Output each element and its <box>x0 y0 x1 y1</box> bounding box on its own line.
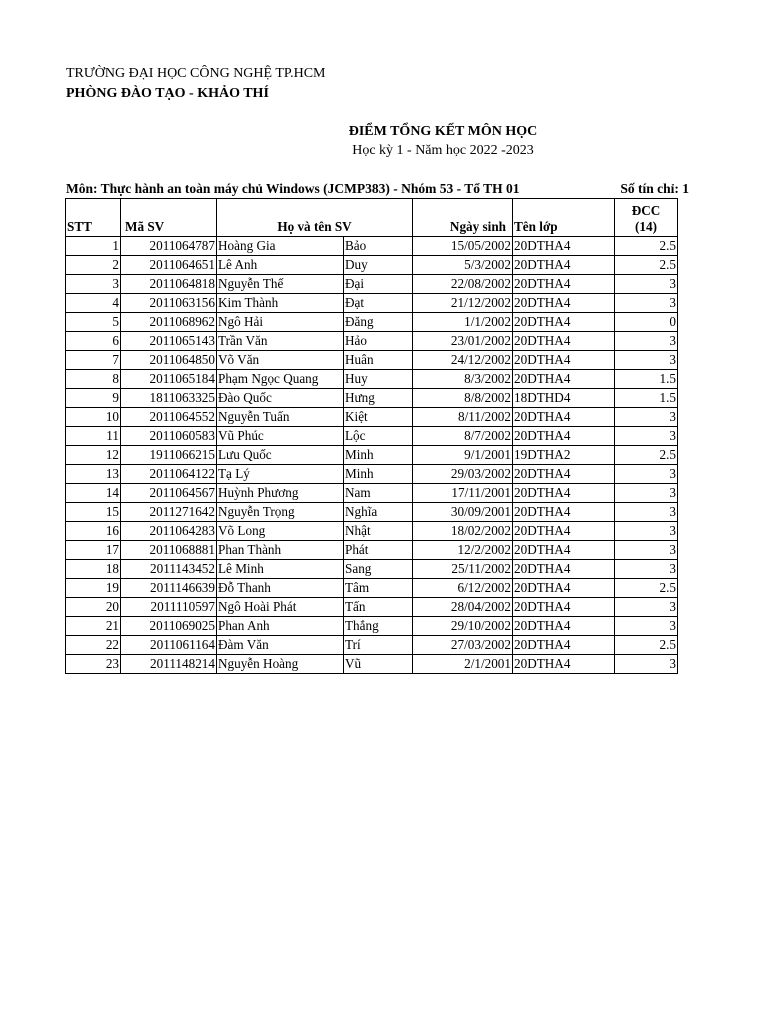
cell-birth-date: 22/08/2002 <box>413 275 513 294</box>
cell-given-name: Bảo <box>344 237 413 256</box>
cell-dcc-score: 3 <box>615 465 678 484</box>
cell-class-name: 20DTHA4 <box>513 579 615 598</box>
cell-stt: 23 <box>66 655 121 674</box>
cell-stt: 16 <box>66 522 121 541</box>
cell-stt: 13 <box>66 465 121 484</box>
table-row <box>66 636 678 655</box>
cell-given-name: Trí <box>344 636 413 655</box>
table-row <box>66 275 678 294</box>
cell-stt: 1 <box>66 237 121 256</box>
cell-dcc-score: 1.5 <box>615 389 678 408</box>
cell-given-name: Sang <box>344 560 413 579</box>
cell-stt: 4 <box>66 294 121 313</box>
cell-given-name: Tấn <box>344 598 413 617</box>
cell-surname: Nguyễn Trọng <box>217 503 344 522</box>
cell-given-name: Thắng <box>344 617 413 636</box>
cell-birth-date: 29/03/2002 <box>413 465 513 484</box>
cell-surname: Phan Anh <box>217 617 344 636</box>
column-header-stt: STT <box>66 199 121 237</box>
department-name: PHÒNG ĐÀO TẠO - KHẢO THÍ <box>66 86 269 101</box>
cell-surname: Võ Long <box>217 522 344 541</box>
cell-student-id: 2011064651 <box>121 256 217 275</box>
cell-given-name: Phát <box>344 541 413 560</box>
cell-stt: 12 <box>66 446 121 465</box>
cell-student-id: 2011060583 <box>121 427 217 446</box>
table-row <box>66 370 678 389</box>
column-header-dcc <box>615 199 678 237</box>
cell-student-id: 2011148214 <box>121 655 217 674</box>
cell-birth-date: 27/03/2002 <box>413 636 513 655</box>
cell-class-name: 20DTHA4 <box>513 636 615 655</box>
cell-dcc-score: 2.5 <box>615 237 678 256</box>
cell-surname: Lưu Quốc <box>217 446 344 465</box>
table-row <box>66 541 678 560</box>
cell-surname: Trần Văn <box>217 332 344 351</box>
cell-student-id: 2011064850 <box>121 351 217 370</box>
cell-surname: Phan Thành <box>217 541 344 560</box>
dcc-header-line1: ĐCC <box>631 203 661 218</box>
cell-class-name: 20DTHA4 <box>513 370 615 389</box>
cell-class-name: 20DTHA4 <box>513 351 615 370</box>
table-row <box>66 655 678 674</box>
cell-stt: 9 <box>66 389 121 408</box>
credits-label: Số tín chỉ: 1 <box>620 181 689 196</box>
cell-dcc-score: 2.5 <box>615 579 678 598</box>
cell-surname: Nguyễn Thế <box>217 275 344 294</box>
cell-birth-date: 15/05/2002 <box>413 237 513 256</box>
cell-class-name: 20DTHA4 <box>513 294 615 313</box>
cell-surname: Ngô Hải <box>217 313 344 332</box>
cell-stt: 6 <box>66 332 121 351</box>
dcc-header-line2: (14) <box>635 219 657 234</box>
cell-student-id: 2011064787 <box>121 237 217 256</box>
cell-dcc-score: 3 <box>615 427 678 446</box>
cell-stt: 15 <box>66 503 121 522</box>
cell-stt: 2 <box>66 256 121 275</box>
table-row <box>66 351 678 370</box>
cell-birth-date: 23/01/2002 <box>413 332 513 351</box>
cell-student-id: 2011068962 <box>121 313 217 332</box>
cell-student-id: 2011064283 <box>121 522 217 541</box>
cell-class-name: 20DTHA4 <box>513 522 615 541</box>
cell-dcc-score: 2.5 <box>615 256 678 275</box>
cell-dcc-score: 3 <box>615 617 678 636</box>
cell-surname: Đỗ Thanh <box>217 579 344 598</box>
cell-surname: Phạm Ngọc Quang <box>217 370 344 389</box>
subject-line: Môn: Thực hành an toàn máy chủ Windows (JCMP383) - Nhóm 53 - Tổ TH 01 <box>66 181 520 196</box>
column-header-full-name: Họ và tên SV <box>217 199 413 237</box>
cell-birth-date: 9/1/2001 <box>413 446 513 465</box>
cell-birth-date: 8/3/2002 <box>413 370 513 389</box>
cell-given-name: Huân <box>344 351 413 370</box>
table-header-row <box>66 199 678 237</box>
cell-stt: 20 <box>66 598 121 617</box>
cell-given-name: Minh <box>344 465 413 484</box>
cell-given-name: Huy <box>344 370 413 389</box>
cell-given-name: Hảo <box>344 332 413 351</box>
table-row <box>66 446 678 465</box>
cell-class-name: 20DTHA4 <box>513 465 615 484</box>
cell-surname: Ngô Hoài Phát <box>217 598 344 617</box>
cell-birth-date: 1/1/2002 <box>413 313 513 332</box>
cell-dcc-score: 3 <box>615 275 678 294</box>
cell-class-name: 20DTHA4 <box>513 408 615 427</box>
cell-stt: 18 <box>66 560 121 579</box>
table-row <box>66 294 678 313</box>
cell-class-name: 20DTHA4 <box>513 427 615 446</box>
table-row <box>66 617 678 636</box>
cell-dcc-score: 3 <box>615 408 678 427</box>
cell-given-name: Đại <box>344 275 413 294</box>
column-header-birth-date: Ngày sinh <box>413 199 513 237</box>
cell-surname: Kim Thành <box>217 294 344 313</box>
cell-stt: 17 <box>66 541 121 560</box>
cell-birth-date: 12/2/2002 <box>413 541 513 560</box>
cell-stt: 8 <box>66 370 121 389</box>
cell-given-name: Vũ <box>344 655 413 674</box>
cell-student-id: 2011061164 <box>121 636 217 655</box>
cell-birth-date: 5/3/2002 <box>413 256 513 275</box>
cell-stt: 22 <box>66 636 121 655</box>
cell-student-id: 2011063156 <box>121 294 217 313</box>
cell-surname: Vũ Phúc <box>217 427 344 446</box>
cell-class-name: 20DTHA4 <box>513 275 615 294</box>
semester-subtitle: Học kỳ 1 - Năm học 2022 -2023 <box>352 143 534 158</box>
cell-class-name: 20DTHA4 <box>513 598 615 617</box>
cell-given-name: Nhật <box>344 522 413 541</box>
table-row <box>66 522 678 541</box>
cell-birth-date: 30/09/2001 <box>413 503 513 522</box>
cell-student-id: 2011065184 <box>121 370 217 389</box>
cell-surname: Lê Anh <box>217 256 344 275</box>
cell-surname: Hoàng Gia <box>217 237 344 256</box>
cell-dcc-score: 3 <box>615 598 678 617</box>
cell-dcc-score: 3 <box>615 484 678 503</box>
cell-dcc-score: 3 <box>615 503 678 522</box>
cell-given-name: Kiệt <box>344 408 413 427</box>
cell-stt: 7 <box>66 351 121 370</box>
cell-surname: Đàm Văn <box>217 636 344 655</box>
cell-stt: 3 <box>66 275 121 294</box>
cell-class-name: 18DTHD4 <box>513 389 615 408</box>
table-row <box>66 332 678 351</box>
cell-surname: Nguyễn Tuấn <box>217 408 344 427</box>
cell-class-name: 20DTHA4 <box>513 560 615 579</box>
cell-student-id: 2011110597 <box>121 598 217 617</box>
cell-birth-date: 21/12/2002 <box>413 294 513 313</box>
cell-stt: 19 <box>66 579 121 598</box>
table-row <box>66 313 678 332</box>
column-header-class-name: Tên lớp <box>513 199 615 237</box>
table-row <box>66 503 678 522</box>
cell-student-id: 2011064122 <box>121 465 217 484</box>
cell-student-id: 1811063325 <box>121 389 217 408</box>
cell-given-name: Đăng <box>344 313 413 332</box>
cell-given-name: Hưng <box>344 389 413 408</box>
table-row <box>66 256 678 275</box>
cell-birth-date: 28/04/2002 <box>413 598 513 617</box>
cell-class-name: 20DTHA4 <box>513 655 615 674</box>
cell-dcc-score: 3 <box>615 560 678 579</box>
cell-student-id: 2011271642 <box>121 503 217 522</box>
cell-stt: 14 <box>66 484 121 503</box>
cell-birth-date: 17/11/2001 <box>413 484 513 503</box>
cell-stt: 5 <box>66 313 121 332</box>
cell-dcc-score: 2.5 <box>615 446 678 465</box>
cell-given-name: Minh <box>344 446 413 465</box>
cell-birth-date: 18/02/2002 <box>413 522 513 541</box>
cell-dcc-score: 3 <box>615 541 678 560</box>
cell-student-id: 2011064552 <box>121 408 217 427</box>
cell-student-id: 2011065143 <box>121 332 217 351</box>
column-header-student-id: Mã SV <box>121 199 217 237</box>
cell-given-name: Đạt <box>344 294 413 313</box>
document-title: ĐIỂM TỔNG KẾT MÔN HỌC <box>348 124 538 139</box>
school-name: TRƯỜNG ĐẠI HỌC CÔNG NGHỆ TP.HCM <box>66 66 326 81</box>
cell-dcc-score: 3 <box>615 655 678 674</box>
cell-given-name: Nam <box>344 484 413 503</box>
cell-birth-date: 6/12/2002 <box>413 579 513 598</box>
cell-surname: Huỳnh Phương <box>217 484 344 503</box>
cell-dcc-score: 3 <box>615 522 678 541</box>
table-row <box>66 408 678 427</box>
cell-dcc-score: 3 <box>615 351 678 370</box>
cell-class-name: 19DTHA2 <box>513 446 615 465</box>
cell-birth-date: 2/1/2001 <box>413 655 513 674</box>
cell-birth-date: 8/11/2002 <box>413 408 513 427</box>
cell-class-name: 20DTHA4 <box>513 484 615 503</box>
table-row <box>66 427 678 446</box>
cell-class-name: 20DTHA4 <box>513 332 615 351</box>
table-row <box>66 598 678 617</box>
cell-dcc-score: 1.5 <box>615 370 678 389</box>
grades-table <box>65 198 678 674</box>
cell-student-id: 2011069025 <box>121 617 217 636</box>
cell-student-id: 2011064818 <box>121 275 217 294</box>
cell-student-id: 2011143452 <box>121 560 217 579</box>
cell-dcc-score: 3 <box>615 332 678 351</box>
cell-surname: Tạ Lý <box>217 465 344 484</box>
cell-given-name: Lộc <box>344 427 413 446</box>
table-row <box>66 579 678 598</box>
cell-dcc-score: 3 <box>615 294 678 313</box>
cell-given-name: Tâm <box>344 579 413 598</box>
cell-birth-date: 8/7/2002 <box>413 427 513 446</box>
table-row <box>66 465 678 484</box>
cell-student-id: 2011146639 <box>121 579 217 598</box>
cell-class-name: 20DTHA4 <box>513 237 615 256</box>
cell-stt: 10 <box>66 408 121 427</box>
cell-surname: Đào Quốc <box>217 389 344 408</box>
cell-class-name: 20DTHA4 <box>513 617 615 636</box>
cell-birth-date: 24/12/2002 <box>413 351 513 370</box>
cell-dcc-score: 0 <box>615 313 678 332</box>
cell-class-name: 20DTHA4 <box>513 256 615 275</box>
cell-student-id: 2011068881 <box>121 541 217 560</box>
cell-class-name: 20DTHA4 <box>513 503 615 522</box>
cell-birth-date: 25/11/2002 <box>413 560 513 579</box>
cell-class-name: 20DTHA4 <box>513 313 615 332</box>
cell-birth-date: 8/8/2002 <box>413 389 513 408</box>
cell-given-name: Nghĩa <box>344 503 413 522</box>
cell-given-name: Duy <box>344 256 413 275</box>
cell-surname: Lê Minh <box>217 560 344 579</box>
cell-dcc-score: 2.5 <box>615 636 678 655</box>
table-row <box>66 560 678 579</box>
cell-student-id: 2011064567 <box>121 484 217 503</box>
table-row <box>66 389 678 408</box>
cell-student-id: 1911066215 <box>121 446 217 465</box>
cell-birth-date: 29/10/2002 <box>413 617 513 636</box>
cell-surname: Võ Văn <box>217 351 344 370</box>
cell-stt: 11 <box>66 427 121 446</box>
cell-class-name: 20DTHA4 <box>513 541 615 560</box>
table-row <box>66 237 678 256</box>
cell-surname: Nguyễn Hoàng <box>217 655 344 674</box>
cell-stt: 21 <box>66 617 121 636</box>
table-row <box>66 484 678 503</box>
